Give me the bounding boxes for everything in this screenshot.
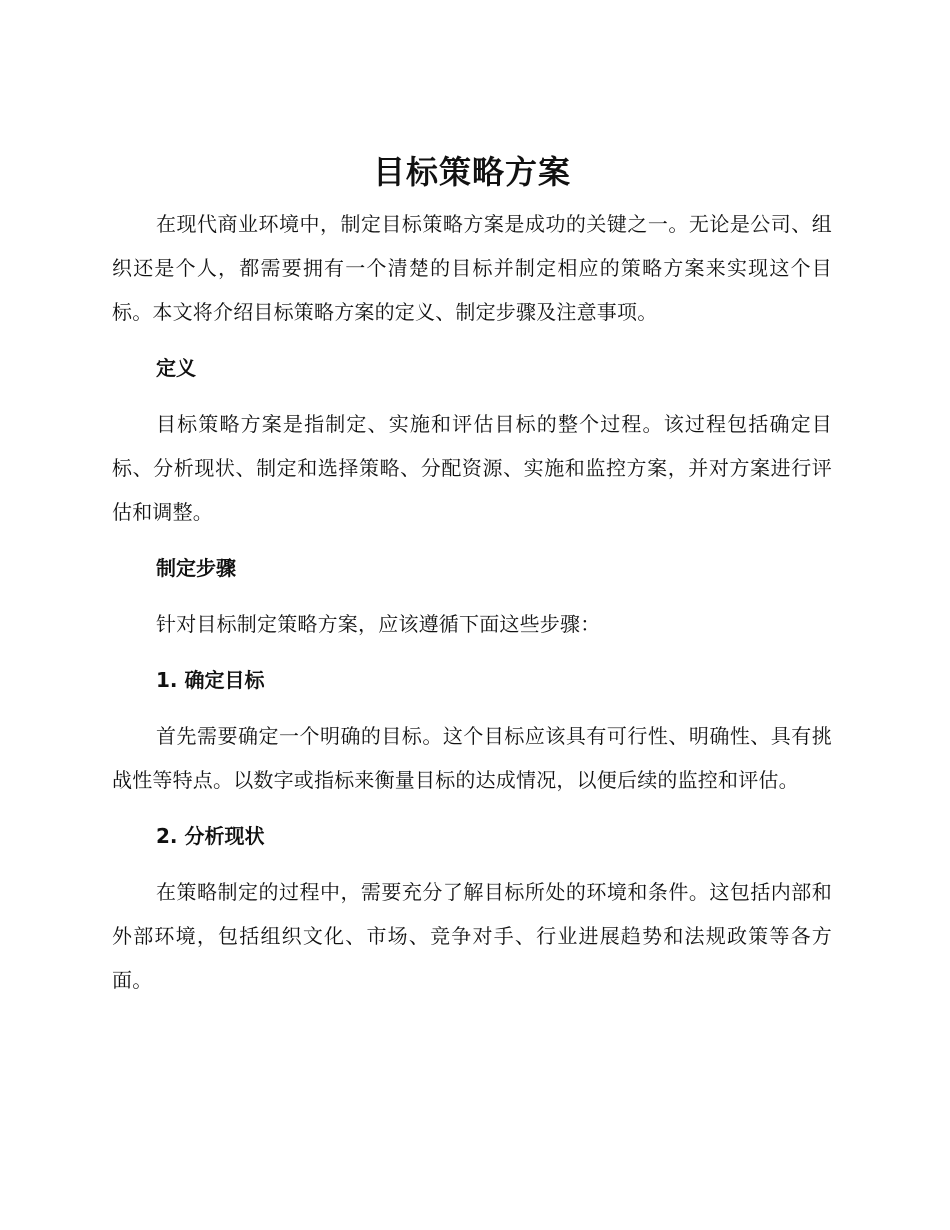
intro-paragraph: 在现代商业环境中，制定目标策略方案是成功的关键之一。无论是公司、组织还是个人，都需要拥有一个清楚的目标并制定相应的策略方案来实现这个目标。本文将介绍目标策略方案的定义、制定步骤及注意事项。 bbox=[112, 212, 832, 324]
document-body bbox=[112, 148, 832, 1002]
steps-intro-paragraph: 针对目标制定策略方案，应该遵循下面这些步骤： bbox=[156, 612, 601, 636]
step-2-paragraph: 在策略制定的过程中，需要充分了解目标所处的环境和条件。这包括内部和外部环境，包括组织文化、市场、竞争对手、行业进展趋势和法规政策等各方面。 bbox=[112, 880, 832, 992]
step-heading-1: 1. 确定目标 bbox=[156, 668, 265, 692]
section-heading-steps: 制定步骤 bbox=[156, 556, 236, 580]
document-title: 目标策略方案 bbox=[372, 153, 571, 191]
step-1-paragraph: 首先需要确定一个明确的目标。这个目标应该具有可行性、明确性、具有挑战性等特点。以数字或指标来衡量目标的达成情况，以便后续的监控和评估。 bbox=[112, 724, 832, 792]
section-heading-definition: 定义 bbox=[156, 356, 196, 380]
step-heading-2: 2. 分析现状 bbox=[156, 824, 265, 848]
definition-paragraph: 目标策略方案是指制定、实施和评估目标的整个过程。该过程包括确定目标、分析现状、制定和选择策略、分配资源、实施和监控方案，并对方案进行评估和调整。 bbox=[112, 412, 832, 524]
